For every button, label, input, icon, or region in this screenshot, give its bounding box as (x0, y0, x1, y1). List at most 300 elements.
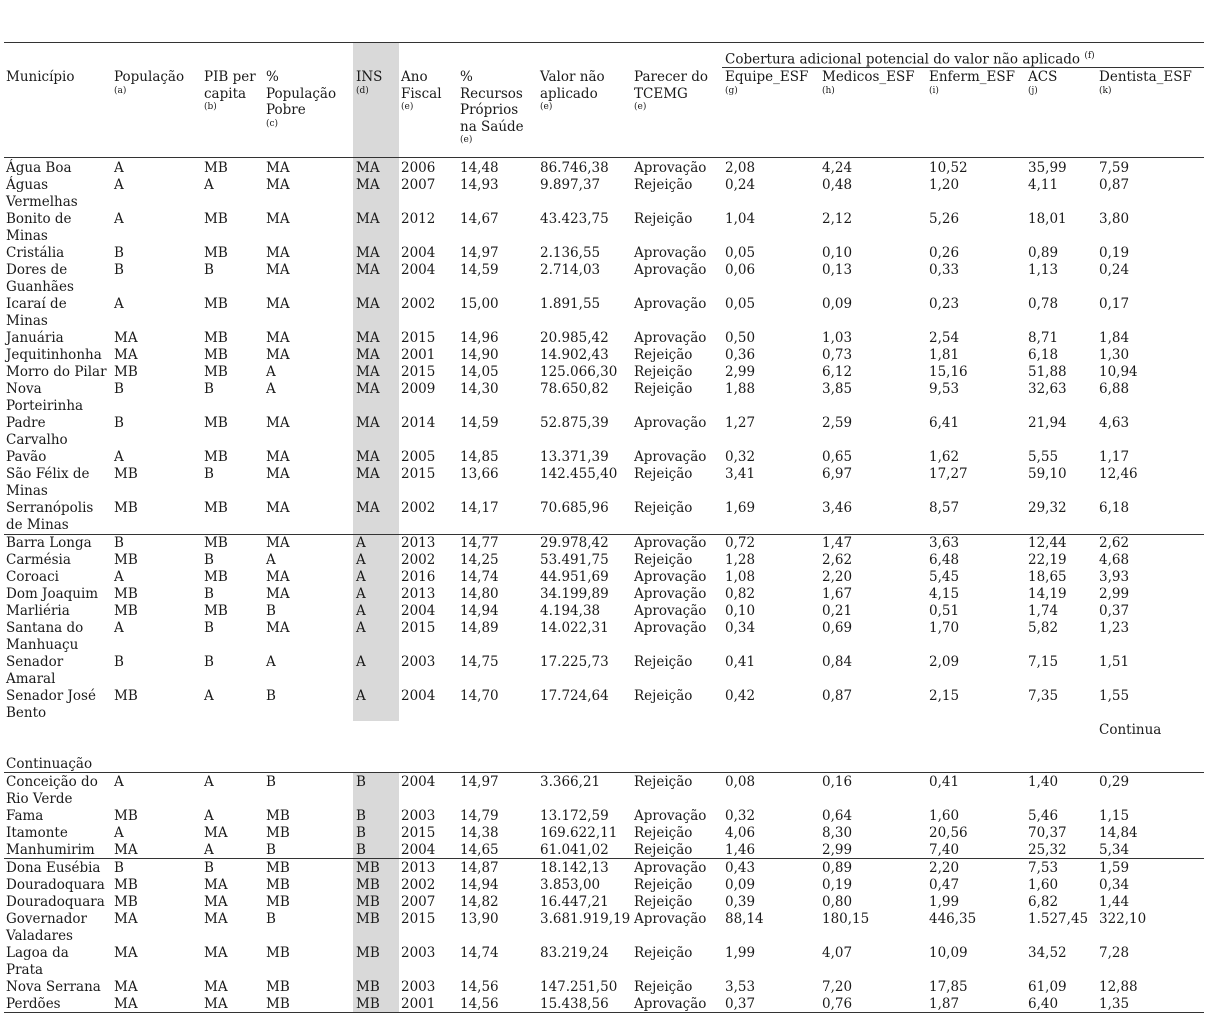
cell-equipe: 1,28 (725, 552, 756, 568)
cell-municipio: Serranópolis de Minas (6, 500, 94, 533)
cell-dentista: 12,88 (1099, 979, 1138, 995)
cell-equipe: 0,32 (725, 449, 756, 465)
cell-enferm: 2,09 (929, 654, 960, 670)
cell-enferm: 4,15 (929, 586, 960, 602)
column-header-enferm (929, 69, 1025, 97)
cell-valor: 29.978,42 (540, 535, 609, 551)
cell-medicos: 0,09 (822, 296, 853, 312)
cell-populacao: MB (114, 586, 138, 602)
cell-populacao: MB (114, 466, 138, 482)
cell-parecer: Rejeição (634, 825, 693, 841)
cell-ano: 2003 (401, 945, 436, 961)
cell-recursos: 14,65 (460, 842, 499, 858)
cell-pobre: MB (266, 996, 290, 1012)
cell-acs: 34,52 (1028, 945, 1067, 961)
cell-recursos: 14,67 (460, 211, 499, 227)
cell-pib: A (204, 774, 214, 790)
cell-populacao: MB (114, 877, 138, 893)
cell-pib: MA (204, 996, 228, 1012)
cell-ins: A (356, 620, 366, 636)
cell-parecer: Aprovação (634, 296, 707, 312)
cell-ano: 2013 (401, 860, 436, 876)
cell-equipe: 88,14 (725, 911, 764, 927)
cell-equipe: 0,43 (725, 860, 756, 876)
cell-acs: 1,40 (1028, 774, 1059, 790)
cell-acs: 14,19 (1028, 586, 1067, 602)
cell-pobre: MA (266, 211, 290, 227)
cell-parecer: Rejeição (634, 654, 693, 670)
cell-municipio: Perdões (6, 996, 61, 1012)
cell-recursos: 14,94 (460, 603, 499, 619)
cell-equipe: 0,09 (725, 877, 756, 893)
cell-ano: 2007 (401, 894, 436, 910)
cell-valor: 53.491,75 (540, 552, 609, 568)
column-header-note: (d) (356, 85, 369, 96)
cell-municipio: Águas Vermelhas (6, 177, 78, 210)
cell-ano: 2003 (401, 654, 436, 670)
cell-populacao: MA (114, 842, 138, 858)
cell-dentista: 12,46 (1099, 466, 1138, 482)
cell-valor: 13.172,59 (540, 808, 609, 824)
column-header-recursos (460, 69, 536, 146)
cell-medicos: 7,20 (822, 979, 853, 995)
cell-parecer: Aprovação (634, 996, 707, 1012)
cell-acs: 7,15 (1028, 654, 1059, 670)
cell-medicos: 180,15 (822, 911, 870, 927)
cell-pib: MB (204, 603, 228, 619)
cell-dentista: 322,10 (1099, 911, 1147, 927)
cell-ano: 2013 (401, 535, 436, 551)
column-header-note: (b) (204, 102, 217, 112)
cell-dentista: 7,59 (1099, 160, 1130, 176)
cell-parecer: Rejeição (634, 688, 693, 704)
cell-dentista: 1,15 (1099, 808, 1130, 824)
cell-parecer: Rejeição (634, 500, 693, 516)
cell-pobre: MB (266, 808, 290, 824)
cell-recursos: 14,38 (460, 825, 499, 841)
cell-populacao: MB (114, 688, 138, 704)
cell-populacao: MA (114, 330, 138, 346)
column-header-note: (e) (401, 102, 414, 112)
cell-acs: 51,88 (1028, 364, 1067, 380)
cell-ins: MA (356, 500, 380, 516)
cell-pobre: MB (266, 825, 290, 841)
column-header-note: (e) (460, 135, 473, 145)
cell-recursos: 14,59 (460, 415, 499, 431)
cell-municipio: Nova Serrana (6, 979, 101, 995)
cell-pib: MB (204, 160, 228, 176)
cell-enferm: 0,41 (929, 774, 960, 790)
cell-pobre: B (266, 774, 276, 790)
cell-parecer: Rejeição (634, 466, 693, 482)
cell-valor: 17.724,64 (540, 688, 609, 704)
cell-recursos: 14,17 (460, 500, 499, 516)
cell-municipio: São Félix de Minas (6, 466, 90, 499)
cell-acs: 5,46 (1028, 808, 1059, 824)
cell-municipio: Pavão (6, 449, 47, 465)
cell-ins: A (356, 569, 366, 585)
column-header-label: Enferm_ESF (929, 69, 1016, 85)
cell-enferm: 9,53 (929, 381, 960, 397)
cell-ins: MA (356, 330, 380, 346)
cell-medicos: 4,07 (822, 945, 853, 961)
cell-pib: B (204, 586, 214, 602)
cell-medicos: 2,12 (822, 211, 853, 227)
cell-populacao: MB (114, 552, 138, 568)
cell-dentista: 7,28 (1099, 945, 1130, 961)
column-header-pobre (266, 69, 352, 130)
cell-municipio: Douradoquara (6, 877, 105, 893)
cell-parecer: Rejeição (634, 877, 693, 893)
cell-medicos: 2,99 (822, 842, 853, 858)
cell-ins: MB (356, 945, 380, 961)
cell-ins: B (356, 825, 366, 841)
cell-ano: 2004 (401, 688, 436, 704)
cell-enferm: 6,41 (929, 415, 960, 431)
cell-recursos: 14,56 (460, 996, 499, 1012)
cell-recursos: 14,30 (460, 381, 499, 397)
cell-municipio: Icaraí de Minas (6, 296, 67, 329)
column-header-parecer (634, 69, 724, 113)
cell-populacao: MA (114, 911, 138, 927)
cell-ano: 2015 (401, 825, 436, 841)
cell-pib: A (204, 688, 214, 704)
cell-acs: 6,40 (1028, 996, 1059, 1012)
cell-valor: 169.622,11 (540, 825, 618, 841)
cell-acs: 29,32 (1028, 500, 1067, 516)
cell-enferm: 0,26 (929, 245, 960, 261)
cell-recursos: 14,97 (460, 245, 499, 261)
cell-equipe: 0,05 (725, 296, 756, 312)
cell-medicos: 3,46 (822, 500, 853, 516)
cell-pobre: MA (266, 330, 290, 346)
cell-valor: 20.985,42 (540, 330, 609, 346)
cell-equipe: 1,99 (725, 945, 756, 961)
cell-enferm: 0,23 (929, 296, 960, 312)
cell-pobre: B (266, 603, 276, 619)
cell-acs: 12,44 (1028, 535, 1067, 551)
cell-medicos: 0,80 (822, 894, 853, 910)
cell-equipe: 0,42 (725, 688, 756, 704)
cell-recursos: 14,93 (460, 177, 499, 193)
cell-equipe: 1,69 (725, 500, 756, 516)
cell-equipe: 4,06 (725, 825, 756, 841)
cell-medicos: 1,67 (822, 586, 853, 602)
cell-municipio: Santana do Manhuaçu (6, 620, 84, 653)
column-header-label: % Recursos Próprios na Saúde (460, 69, 524, 135)
cell-populacao: A (114, 569, 124, 585)
cell-recursos: 14,94 (460, 877, 499, 893)
cell-ins: MA (356, 160, 380, 176)
cell-ins: B (356, 842, 366, 858)
column-header-note: (e) (540, 102, 553, 112)
cell-ano: 2002 (401, 877, 436, 893)
cell-ins: A (356, 603, 366, 619)
cell-valor: 18.142,13 (540, 860, 609, 876)
column-header-acs (1028, 69, 1096, 97)
cell-enferm: 446,35 (929, 911, 977, 927)
cell-medicos: 0,69 (822, 620, 853, 636)
cell-acs: 1,60 (1028, 877, 1059, 893)
cell-acs: 8,71 (1028, 330, 1059, 346)
cell-equipe: 0,08 (725, 774, 756, 790)
cell-enferm: 6,48 (929, 552, 960, 568)
cell-enferm: 0,47 (929, 877, 960, 893)
column-header-label: Equipe_ESF (725, 69, 809, 85)
cell-ano: 2002 (401, 500, 436, 516)
continuacao-note: Continuação (6, 756, 93, 772)
cell-municipio: Água Boa (6, 160, 72, 176)
cell-pib: MB (204, 330, 228, 346)
cell-medicos: 2,62 (822, 552, 853, 568)
cell-parecer: Aprovação (634, 569, 707, 585)
cell-ano: 2005 (401, 449, 436, 465)
cell-recursos: 14,79 (460, 808, 499, 824)
cell-municipio: Dona Eusébia (6, 860, 101, 876)
cell-pib: B (204, 466, 214, 482)
cell-dentista: 1,23 (1099, 620, 1130, 636)
cell-pib: MB (204, 347, 228, 363)
cell-valor: 61.041,02 (540, 842, 609, 858)
cell-equipe: 0,24 (725, 177, 756, 193)
cell-ins: A (356, 654, 366, 670)
cell-enferm: 1,99 (929, 894, 960, 910)
cell-ins: MB (356, 860, 380, 876)
cell-ano: 2014 (401, 415, 436, 431)
cell-equipe: 2,08 (725, 160, 756, 176)
cell-ins: MA (356, 449, 380, 465)
cell-enferm: 2,54 (929, 330, 960, 346)
cell-pib: A (204, 808, 214, 824)
cell-municipio: Lagoa da Prata (6, 945, 69, 978)
cell-municipio: Fama (6, 808, 44, 824)
cell-ano: 2003 (401, 808, 436, 824)
cell-ano: 2007 (401, 177, 436, 193)
cell-equipe: 1,88 (725, 381, 756, 397)
cell-acs: 5,55 (1028, 449, 1059, 465)
cell-dentista: 1,35 (1099, 996, 1130, 1012)
cell-recursos: 14,96 (460, 330, 499, 346)
cell-municipio: Governador Valadares (6, 911, 87, 944)
cell-pib: A (204, 842, 214, 858)
cell-enferm: 0,33 (929, 262, 960, 278)
cell-pib: MA (204, 877, 228, 893)
continuation-top-rule (4, 772, 1204, 773)
cell-ano: 2013 (401, 586, 436, 602)
cell-ano: 2015 (401, 911, 436, 927)
cell-medicos: 0,73 (822, 347, 853, 363)
cell-pib: B (204, 654, 214, 670)
cell-dentista: 0,19 (1099, 245, 1130, 261)
header-bottom-rule (4, 157, 1204, 158)
cell-parecer: Rejeição (634, 979, 693, 995)
cell-ins: MA (356, 364, 380, 380)
cell-medicos: 4,24 (822, 160, 853, 176)
cell-valor: 43.423,75 (540, 211, 609, 227)
cell-parecer: Aprovação (634, 415, 707, 431)
cell-dentista: 6,88 (1099, 381, 1130, 397)
cell-municipio: Carmésia (6, 552, 71, 568)
cell-pib: MB (204, 535, 228, 551)
cell-equipe: 0,06 (725, 262, 756, 278)
cell-ins: MB (356, 877, 380, 893)
cell-municipio: Manhumirim (6, 842, 95, 858)
column-header-label: Município (6, 69, 75, 85)
cell-ins: MA (356, 262, 380, 278)
column-header-label: % População Pobre (266, 69, 337, 118)
cell-acs: 4,11 (1028, 177, 1059, 193)
cell-parecer: Rejeição (634, 211, 693, 227)
cell-populacao: B (114, 245, 124, 261)
cell-valor: 2.136,55 (540, 245, 601, 261)
cell-medicos: 0,13 (822, 262, 853, 278)
cell-pobre: MA (266, 262, 290, 278)
cell-acs: 32,63 (1028, 381, 1067, 397)
cell-municipio: Nova Porteirinha (6, 381, 84, 414)
column-header-note: (k) (1099, 85, 1112, 96)
cell-recursos: 14,25 (460, 552, 499, 568)
cell-equipe: 0,34 (725, 620, 756, 636)
cell-equipe: 0,10 (725, 603, 756, 619)
cell-parecer: Rejeição (634, 774, 693, 790)
cell-dentista: 0,34 (1099, 877, 1130, 893)
cell-populacao: B (114, 860, 124, 876)
column-header-label: Ano Fiscal (401, 69, 442, 102)
cell-dentista: 1,51 (1099, 654, 1130, 670)
cell-populacao: A (114, 160, 124, 176)
cell-enferm: 8,57 (929, 500, 960, 516)
cell-equipe: 1,08 (725, 569, 756, 585)
cell-valor: 3.366,21 (540, 774, 601, 790)
cell-ano: 2001 (401, 347, 436, 363)
cell-recursos: 14,87 (460, 860, 499, 876)
cell-valor: 3.681.919,19 (540, 911, 631, 927)
column-header-equipe (725, 69, 819, 97)
cell-valor: 9.897,37 (540, 177, 601, 193)
cell-acs: 0,78 (1028, 296, 1059, 312)
column-header-label: População (114, 69, 185, 85)
cell-enferm: 1,60 (929, 808, 960, 824)
cell-pobre: MA (266, 535, 290, 551)
cell-medicos: 0,64 (822, 808, 853, 824)
cell-enferm: 10,09 (929, 945, 968, 961)
cell-ins: A (356, 688, 366, 704)
cell-medicos: 0,87 (822, 688, 853, 704)
cell-dentista: 1,59 (1099, 860, 1130, 876)
cell-medicos: 0,21 (822, 603, 853, 619)
cell-ins: MA (356, 177, 380, 193)
column-header-note: (i) (929, 85, 939, 96)
cell-populacao: A (114, 825, 124, 841)
cell-pib: MA (204, 894, 228, 910)
cell-parecer: Aprovação (634, 262, 707, 278)
cell-dentista: 0,17 (1099, 296, 1130, 312)
cell-pib: MB (204, 569, 228, 585)
cell-municipio: Barra Longa (6, 535, 92, 551)
cell-dentista: 4,68 (1099, 552, 1130, 568)
cell-acs: 59,10 (1028, 466, 1067, 482)
cell-ins: A (356, 552, 366, 568)
cell-medicos: 0,76 (822, 996, 853, 1012)
cell-parecer: Aprovação (634, 586, 707, 602)
cell-acs: 22,19 (1028, 552, 1067, 568)
column-header-municipio (6, 69, 110, 86)
cell-pib: B (204, 262, 214, 278)
cell-populacao: B (114, 654, 124, 670)
cell-acs: 61,09 (1028, 979, 1067, 995)
cell-enferm: 5,45 (929, 569, 960, 585)
cell-pib: MA (204, 911, 228, 927)
cell-equipe: 3,41 (725, 466, 756, 482)
column-header-populacao (114, 69, 200, 97)
cell-populacao: A (114, 620, 124, 636)
cell-parecer: Aprovação (634, 808, 707, 824)
cell-pobre: MA (266, 160, 290, 176)
cell-enferm: 3,63 (929, 535, 960, 551)
cell-acs: 5,82 (1028, 620, 1059, 636)
cell-municipio: Januária (6, 330, 64, 346)
cell-recursos: 13,90 (460, 911, 499, 927)
cell-acs: 1,74 (1028, 603, 1059, 619)
cell-dentista: 1,44 (1099, 894, 1130, 910)
column-header-label: Medicos_ESF (822, 69, 915, 85)
column-header-ins (356, 69, 400, 97)
cell-dentista: 14,84 (1099, 825, 1138, 841)
cell-equipe: 2,99 (725, 364, 756, 380)
cell-medicos: 1,47 (822, 535, 853, 551)
cell-ins: MB (356, 911, 380, 927)
cell-parecer: Aprovação (634, 603, 707, 619)
cell-parecer: Rejeição (634, 894, 693, 910)
continua-note: Continua (1099, 722, 1162, 738)
cell-enferm: 20,56 (929, 825, 968, 841)
cell-parecer: Aprovação (634, 245, 707, 261)
cell-enferm: 2,20 (929, 860, 960, 876)
cell-pobre: MA (266, 245, 290, 261)
cell-ano: 2015 (401, 466, 436, 482)
cell-equipe: 1,27 (725, 415, 756, 431)
cell-dentista: 0,29 (1099, 774, 1130, 790)
cell-parecer: Rejeição (634, 842, 693, 858)
column-header-label: Valor não aplicado (540, 69, 605, 102)
cell-populacao: A (114, 177, 124, 193)
cell-pobre: B (266, 842, 276, 858)
cell-populacao: MA (114, 979, 138, 995)
cell-municipio: Jequitinhonha (6, 347, 102, 363)
cell-enferm: 15,16 (929, 364, 968, 380)
cell-medicos: 6,12 (822, 364, 853, 380)
cell-populacao: MA (114, 945, 138, 961)
cell-enferm: 2,15 (929, 688, 960, 704)
cell-municipio: Marliéria (6, 603, 70, 619)
cell-parecer: Rejeição (634, 552, 693, 568)
cell-populacao: B (114, 535, 124, 551)
cell-pobre: MB (266, 877, 290, 893)
cell-equipe: 0,36 (725, 347, 756, 363)
cell-recursos: 14,48 (460, 160, 499, 176)
cell-equipe: 0,50 (725, 330, 756, 346)
cell-equipe: 0,32 (725, 808, 756, 824)
cell-pobre: MA (266, 415, 290, 431)
cell-recursos: 14,70 (460, 688, 499, 704)
cell-acs: 0,89 (1028, 245, 1059, 261)
cell-acs: 7,35 (1028, 688, 1059, 704)
cell-dentista: 4,63 (1099, 415, 1130, 431)
column-header-note: (e) (634, 102, 647, 112)
cell-parecer: Aprovação (634, 620, 707, 636)
cell-populacao: A (114, 774, 124, 790)
cell-equipe: 0,39 (725, 894, 756, 910)
